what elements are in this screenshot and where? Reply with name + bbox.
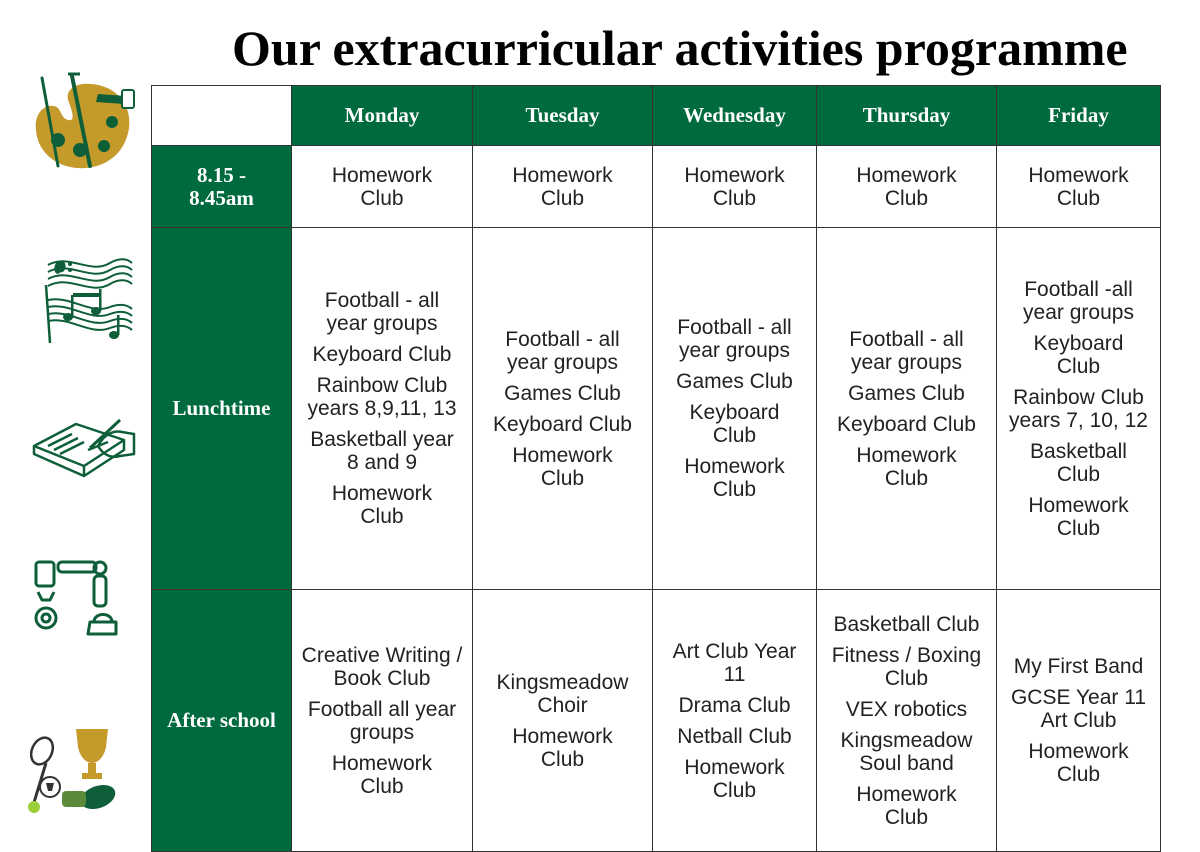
activity: Homework Club	[512, 163, 613, 210]
activity: Homework Club	[856, 163, 957, 210]
row-lunchtime	[152, 228, 1161, 590]
activity: GCSE Year 11 Art Club	[1010, 686, 1147, 732]
activity: Football all year groups	[307, 697, 457, 744]
cell-tue-after-school	[473, 590, 653, 852]
row-label-lunchtime: Lunchtime	[152, 228, 292, 590]
activity: Keyboard Club	[312, 343, 452, 366]
cell-mon-lunchtime	[292, 228, 473, 590]
activity: Football - all year groups	[324, 289, 440, 335]
activity: Homework Club	[684, 755, 785, 802]
cell-fri-after-school	[997, 590, 1161, 852]
corner-cell	[152, 86, 292, 146]
art-palette-icon	[28, 70, 138, 175]
writing-book-icon	[28, 410, 136, 495]
activity: Kingsmeadow Soul band	[840, 728, 973, 775]
cell-tue-morning	[473, 146, 653, 228]
activity: Homework Club	[1028, 163, 1129, 210]
activity: Homework Club	[1028, 740, 1129, 786]
activity: Homework Club	[856, 782, 957, 829]
activity: Basketball Club	[833, 612, 980, 636]
activity: Homework Club	[684, 455, 785, 501]
row-after-school	[152, 590, 1161, 852]
activity: Games Club	[848, 381, 965, 405]
cell-wed-after-school	[653, 590, 817, 852]
activity: Football - all year groups	[849, 327, 964, 374]
activity: Games Club	[504, 381, 621, 405]
day-header-friday: Friday	[997, 86, 1161, 146]
timetable	[151, 85, 1161, 852]
cell-wed-morning	[653, 146, 817, 228]
activity: VEX robotics	[845, 697, 968, 721]
cell-tue-lunchtime	[473, 228, 653, 590]
activity: Games Club	[676, 370, 793, 393]
activity: Keyboard Club	[689, 401, 780, 447]
activity: Rainbow Club years 7, 10, 12	[1009, 385, 1148, 432]
activity: Homework Club	[331, 751, 433, 798]
activity: Homework Club	[331, 482, 433, 528]
cell-thu-after-school	[817, 590, 997, 852]
day-header-thursday: Thursday	[817, 86, 997, 146]
activity: Homework Club	[856, 443, 957, 490]
activity: My First Band	[1013, 655, 1144, 678]
activity: Homework Club	[684, 163, 785, 210]
activity: Basketball Club	[1030, 439, 1127, 486]
cell-thu-lunchtime	[817, 228, 997, 590]
activity: Art Club Year 11	[672, 639, 797, 686]
activity: Basketball year 8 and 9	[310, 428, 454, 474]
activity: Netball Club	[677, 724, 792, 748]
cell-fri-morning	[997, 146, 1161, 228]
activity: Fitness / Boxing Club	[831, 643, 982, 690]
page-title: Our extracurricular activities programme	[232, 20, 1128, 76]
cell-wed-lunchtime	[653, 228, 817, 590]
activity: Keyboard Club	[1033, 331, 1124, 378]
day-header-wednesday: Wednesday	[653, 86, 817, 146]
activity: Homework Club	[331, 163, 433, 210]
activity: Football - all year groups	[677, 316, 792, 362]
sports-trophy-icon	[22, 725, 122, 817]
row-label-text: 8.15 - 8.45am	[189, 162, 254, 210]
activity: Kingsmeadow Choir	[496, 670, 629, 717]
activity: Keyboard Club	[837, 412, 976, 436]
day-header-monday: Monday	[292, 86, 473, 146]
activity: Keyboard Club	[493, 412, 632, 436]
row-label-after-school: After school	[152, 590, 292, 852]
activity: Drama Club	[678, 693, 791, 717]
row-label-morning	[152, 146, 292, 228]
day-header-tuesday: Tuesday	[473, 86, 653, 146]
activity: Football -all year groups	[1023, 277, 1134, 324]
activity: Homework Club	[512, 443, 613, 490]
activity: Homework Club	[1028, 493, 1129, 540]
cell-mon-after-school	[292, 590, 473, 852]
music-notes-icon	[40, 245, 135, 350]
activity: Rainbow Club years 8,9,11, 13	[307, 374, 457, 420]
activity: Homework Club	[512, 724, 613, 771]
cell-mon-morning	[292, 146, 473, 228]
activity: Football - all year groups	[505, 327, 620, 374]
robot-arm-icon	[28, 558, 123, 640]
row-morning	[152, 146, 1161, 228]
header-row	[152, 86, 1161, 146]
cell-fri-lunchtime	[997, 228, 1161, 590]
activity: Creative Writing / Book Club	[301, 643, 463, 690]
cell-thu-morning	[817, 146, 997, 228]
